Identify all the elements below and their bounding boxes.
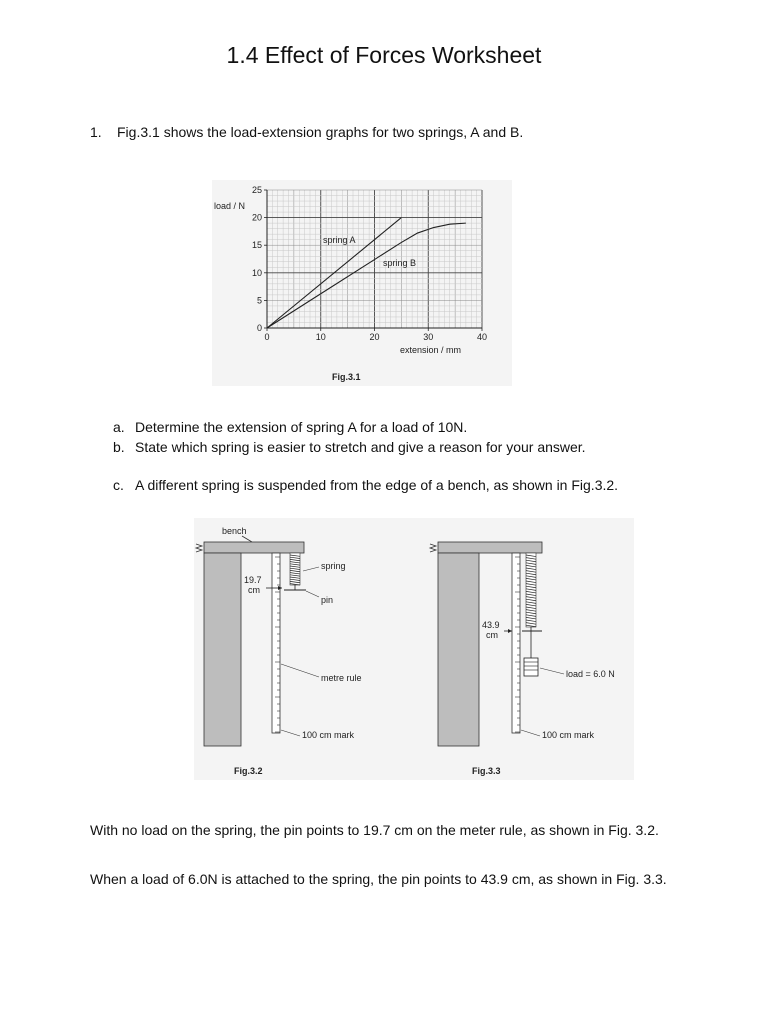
bench-top (204, 542, 304, 553)
part-a-letter: a. (113, 419, 125, 435)
spring-b-label: spring B (383, 258, 417, 268)
spring-label: spring (321, 561, 346, 571)
part-c (113, 475, 618, 495)
y-tick-label: 0 (256, 323, 262, 333)
load-label: load = 6.0 N (566, 669, 615, 679)
fig-3-3-caption: Fig.3.3 (472, 766, 501, 776)
y-tick-label: 5 (256, 295, 262, 306)
metre-rule-2 (512, 553, 520, 733)
bench-top-2 (438, 542, 542, 553)
x-tick-label: 40 (476, 332, 488, 342)
part-c-letter: c. (113, 477, 124, 493)
y-tick-label: 25 (251, 185, 262, 195)
part-a (113, 417, 467, 437)
reading-value-3-2: 19.7 (244, 575, 262, 585)
pin-label: pin (321, 595, 334, 605)
y-tick-label: 15 (251, 240, 262, 251)
hundred-cm-mark-label-3-2: 100 cm mark (302, 730, 355, 740)
fig-3-1-caption: Fig.3.1 (332, 372, 361, 382)
part-c-text: A different spring is suspended from the edge of a bench, as shown in Fig.3.2. (135, 477, 619, 493)
x-tick-label: 20 (369, 332, 380, 342)
part-b-letter: b. (113, 439, 125, 455)
x-tick-label: 30 (423, 332, 434, 342)
question-number: 1. (90, 124, 102, 140)
part-b-text: State which spring is easier to stretch and give a reason for your answer. (135, 439, 586, 455)
x-tick-label: 0 (264, 332, 270, 342)
y-tick-label: 20 (251, 212, 262, 223)
part-a-text: Determine the extension of spring A for a load of 10N. (135, 419, 468, 435)
reading-value-3-3: 43.9 (482, 620, 500, 630)
question-text: Fig.3.1 shows the load-extension graphs for two springs, A and B. (117, 124, 524, 140)
paragraph-no-load: With no load on the spring, the pin points to 19.7 cm on the meter rule, as shown in Fig. 3.2. (90, 822, 659, 838)
metre-rule-label: metre rule (321, 673, 362, 683)
x-axis-label: extension / mm (400, 345, 462, 355)
reading-unit-3-3: cm (486, 630, 498, 640)
part-b (113, 437, 586, 457)
y-tick-label: 10 (251, 267, 262, 278)
spring-bench-diagram (194, 518, 634, 780)
load-extension-graph (212, 180, 512, 386)
x-tick-label: 10 (315, 332, 326, 342)
fig-3-2-caption: Fig.3.2 (234, 766, 263, 776)
load-weight (524, 658, 538, 676)
y-axis-label: load / N (214, 201, 246, 211)
question-1 (90, 123, 523, 141)
bench-label: bench (222, 526, 247, 536)
bench-leg-2 (438, 553, 479, 746)
reading-unit-3-2: cm (248, 585, 260, 595)
hundred-cm-mark-label-3-3: 100 cm mark (542, 730, 595, 740)
paragraph-with-load: When a load of 6.0N is attached to the spring, the pin points to 43.9 cm, as shown in Fig. 3.3. (90, 871, 667, 887)
metre-rule (272, 553, 280, 733)
bench-leg (204, 553, 241, 746)
page-title: 1.4 Effect of Forces Worksheet (226, 42, 542, 68)
spring-a-label: spring A (323, 235, 356, 245)
